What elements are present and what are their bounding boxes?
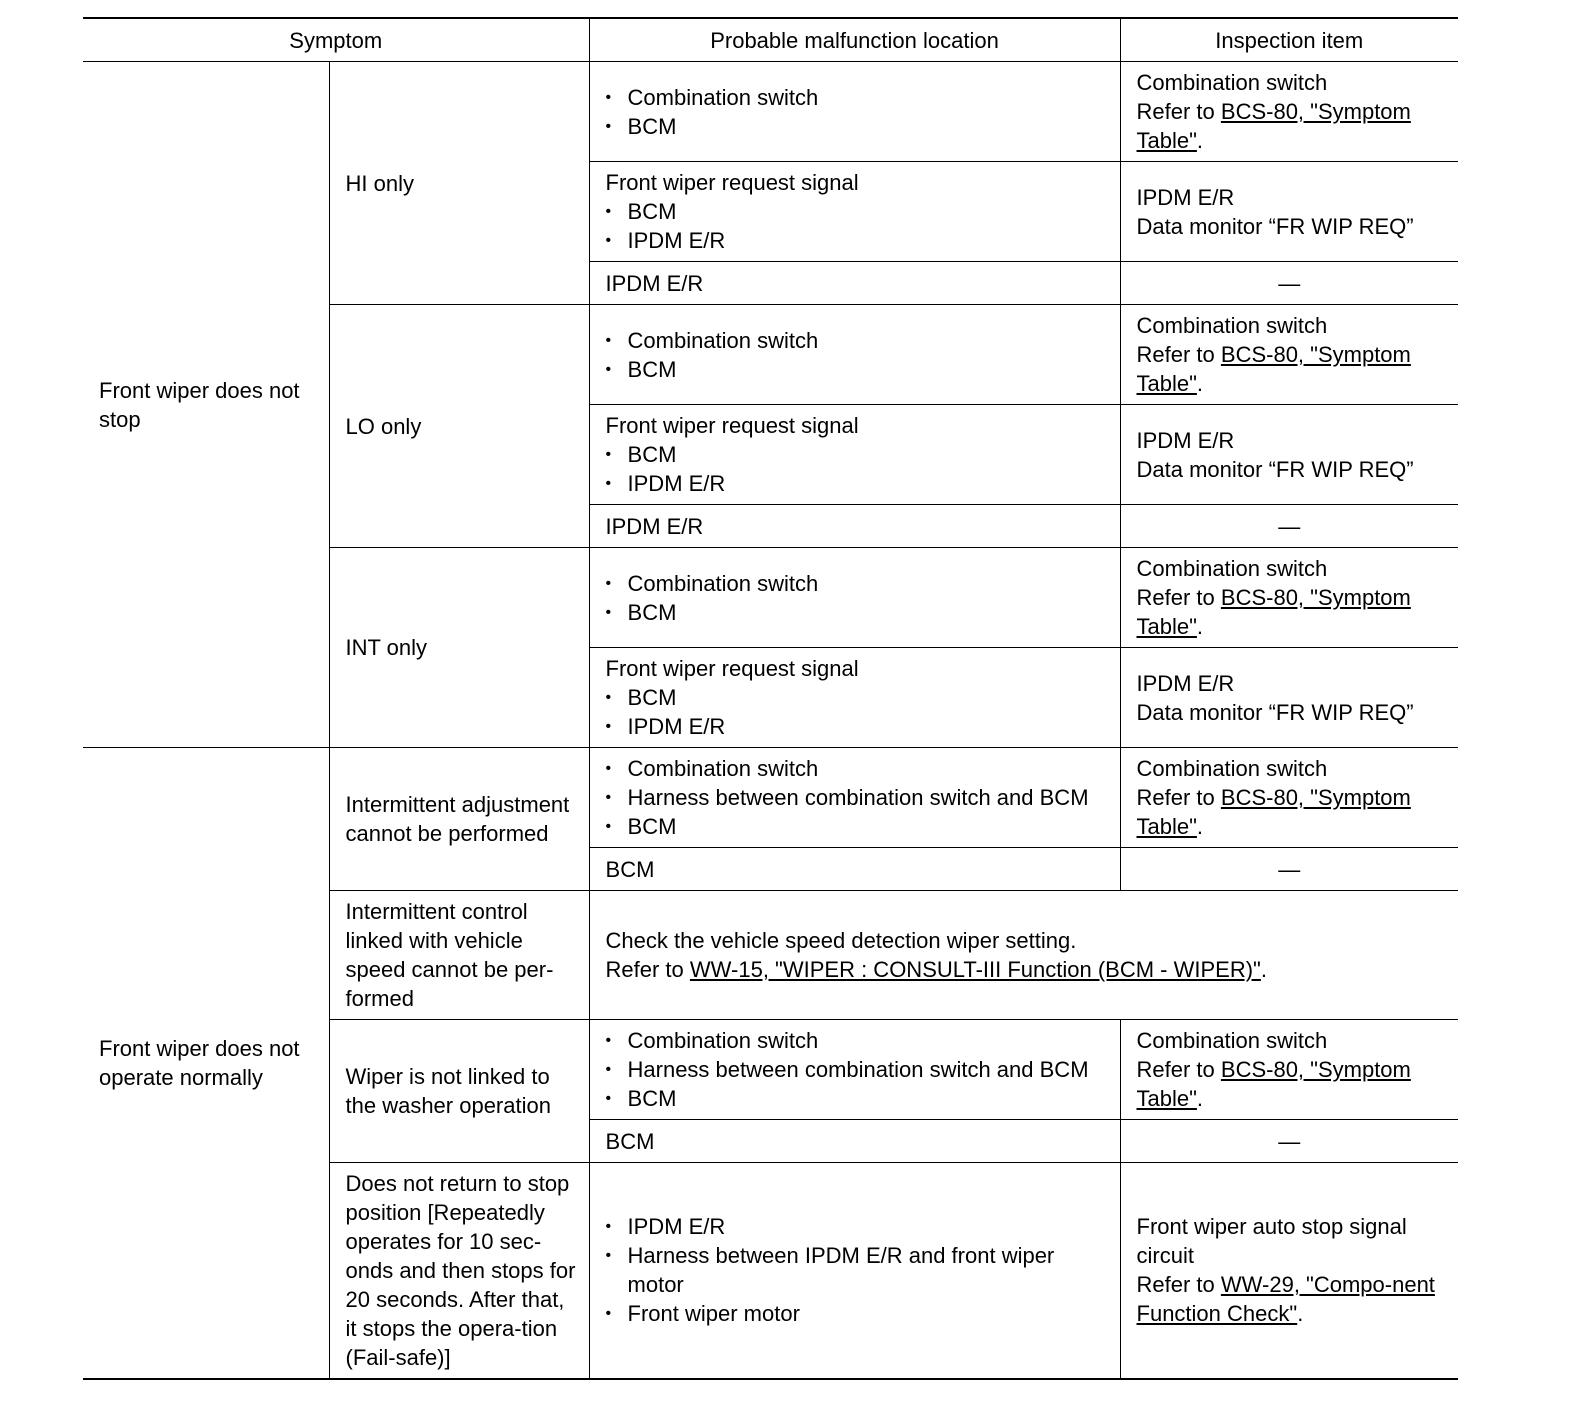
dash-cell: —	[1120, 848, 1458, 891]
list-item: • Combination switch	[606, 1026, 1112, 1055]
list-item: • IPDM E/R	[606, 712, 1112, 741]
refer-text: Refer to	[605, 957, 690, 982]
refer-text: Refer to	[1136, 585, 1221, 610]
list-item: • BCM	[606, 1084, 1112, 1113]
ww-15-link[interactable]: WW-15, "WIPER : CONSULT-III Function (BCM - WIPER)"	[689, 957, 1261, 982]
period: .	[1196, 614, 1204, 639]
list-item: • Harness between combination switch and BCM	[606, 1055, 1112, 1084]
location-cell	[589, 748, 1120, 848]
inspection-cell	[1120, 405, 1458, 505]
location-cell	[589, 548, 1120, 648]
inspection-title: Front wiper auto stop signal circuit	[1136, 1214, 1407, 1269]
list-item: • Harness between combination switch and BCM	[606, 783, 1112, 812]
signal-label: Front wiper request signal	[605, 170, 859, 195]
period: .	[1297, 1301, 1304, 1327]
list-item: • BCM	[606, 598, 1112, 627]
dash-cell: —	[1120, 505, 1458, 548]
list-item: • Combination switch	[606, 83, 1112, 112]
symptom-intermittent-vehicle-speed: Intermittent control linked with vehicle speed cannot be per-formed	[329, 891, 589, 1020]
inspection-cell	[1120, 648, 1458, 748]
speed-setting-cell	[589, 891, 1458, 1020]
table-row	[83, 748, 1458, 848]
list-item: • BCM	[606, 440, 1112, 469]
location-cell	[589, 1020, 1120, 1120]
bcs-80-link[interactable]: BCS-80, "Symptom Table"	[1136, 585, 1411, 639]
group-does-not-operate-normally: Front wiper does not operate normally	[83, 748, 329, 1379]
location-cell: IPDM E/R	[589, 505, 1120, 548]
inspection-cell	[1120, 162, 1458, 262]
location-cell: BCM	[589, 1120, 1120, 1163]
data-monitor-text: Data monitor “FR WIP REQ”	[1136, 699, 1414, 725]
list-item: • IPDM E/R	[606, 1212, 1112, 1241]
period: .	[1196, 1086, 1204, 1111]
location-cell: IPDM E/R	[589, 262, 1120, 305]
data-monitor-text: Data monitor “FR WIP REQ”	[1136, 213, 1414, 239]
location-cell	[589, 405, 1120, 505]
signal-label: Front wiper request signal	[605, 413, 859, 438]
bcs-80-link[interactable]: BCS-80, "Symptom Table"	[1136, 342, 1411, 396]
inspection-cell	[1120, 548, 1458, 648]
list-item: • Front wiper motor	[606, 1299, 1112, 1328]
refer-text: Refer to	[1136, 99, 1221, 124]
refer-text: Refer to	[1136, 1057, 1221, 1082]
inspection-cell	[1120, 1020, 1458, 1120]
period: .	[1196, 128, 1204, 153]
data-monitor-text: Data monitor “FR WIP REQ”	[1136, 456, 1414, 482]
list-item: • BCM	[606, 812, 1112, 841]
list-item: • Harness between IPDM E/R and front wiper motor	[606, 1241, 1112, 1299]
location-cell	[589, 62, 1120, 162]
list-item: • Combination switch	[606, 326, 1112, 355]
location-cell	[589, 648, 1120, 748]
dash-cell: —	[1120, 1120, 1458, 1163]
inspection-title: Combination switch	[1136, 756, 1328, 781]
symptom-lo-only: LO only	[329, 305, 589, 548]
symptom-hi-only: HI only	[329, 62, 589, 305]
header-location: Probable malfunction location	[589, 18, 1120, 62]
bcs-80-link[interactable]: BCS-80, "Symptom Table"	[1136, 1057, 1411, 1111]
symptom-washer-not-linked: Wiper is not linked to the washer operation	[329, 1020, 589, 1163]
refer-text: Refer to	[1136, 342, 1221, 367]
list-item: • IPDM E/R	[606, 226, 1112, 255]
location-cell	[589, 162, 1120, 262]
check-text: Check the vehicle speed detection wiper setting.	[605, 928, 1077, 953]
period: .	[1196, 814, 1204, 839]
refer-text: Refer to	[1136, 1272, 1221, 1298]
symptom-int-only: INT only	[329, 548, 589, 748]
list-item: • Combination switch	[606, 754, 1112, 783]
refer-text: Refer to	[1136, 785, 1221, 810]
bcs-80-link[interactable]: BCS-80, "Symptom Table"	[1136, 99, 1411, 153]
bcs-80-link[interactable]: BCS-80, "Symptom Table"	[1136, 785, 1411, 839]
inspection-title: IPDM E/R	[1136, 670, 1235, 696]
list-item: • Combination switch	[606, 569, 1112, 598]
list-item: • BCM	[606, 683, 1112, 712]
list-item: • IPDM E/R	[606, 469, 1112, 498]
inspection-title: Combination switch	[1136, 313, 1328, 338]
ww-29-link[interactable]: WW-29, "Compo-nent Function Check"	[1136, 1272, 1435, 1327]
inspection-cell	[1120, 748, 1458, 848]
group-does-not-stop: Front wiper does not stop	[83, 62, 329, 748]
header-row	[83, 18, 1458, 62]
period: .	[1196, 371, 1204, 396]
inspection-cell	[1120, 62, 1458, 162]
symptom-no-return-stop: Does not return to stop position [Repeatedly operates for 10 sec-onds and then stops for 20 seconds. After that, it stops the opera-tion (Fail-safe)]	[329, 1163, 589, 1379]
location-cell: BCM	[589, 848, 1120, 891]
location-cell	[589, 305, 1120, 405]
period: .	[1260, 957, 1267, 982]
location-cell	[589, 1163, 1120, 1379]
diagnosis-table	[83, 17, 1458, 1380]
inspection-cell	[1120, 1163, 1458, 1379]
inspection-title: Combination switch	[1136, 70, 1328, 95]
signal-label: Front wiper request signal	[605, 656, 859, 681]
inspection-title: Combination switch	[1136, 1028, 1328, 1053]
header-symptom: Symptom	[83, 18, 589, 62]
list-item: • BCM	[606, 112, 1112, 141]
inspection-title: Combination switch	[1136, 556, 1328, 581]
inspection-title: IPDM E/R	[1136, 184, 1235, 210]
table-row	[83, 62, 1458, 162]
list-item: • BCM	[606, 197, 1112, 226]
inspection-title: IPDM E/R	[1136, 427, 1235, 453]
header-inspection: Inspection item	[1120, 18, 1458, 62]
list-item: • BCM	[606, 355, 1112, 384]
inspection-cell	[1120, 305, 1458, 405]
symptom-intermittent-adjustment: Intermittent adjustment cannot be performed	[329, 748, 589, 891]
dash-cell: —	[1120, 262, 1458, 305]
